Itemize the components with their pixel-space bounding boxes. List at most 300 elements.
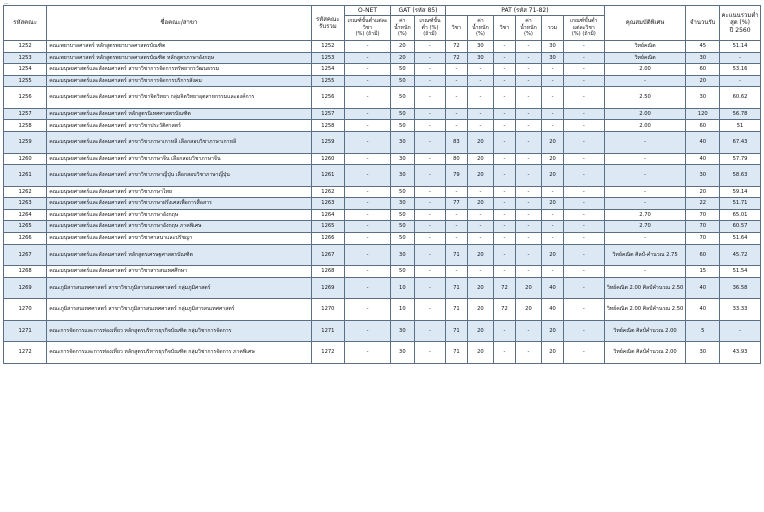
cell-score: 51.64 — [720, 233, 761, 245]
cell-code: 1260 — [4, 153, 47, 165]
cell-score: 51.71 — [720, 198, 761, 210]
cell-s2: - — [494, 320, 516, 342]
cell-score: 51.14 — [720, 41, 761, 53]
cell-pmin: - — [563, 132, 604, 154]
cell-w1: 20 — [467, 342, 493, 364]
header-min-score: คะแนนรวมต่ำสุด (%) ปี 2560 — [720, 6, 761, 41]
cell-seats: 22 — [686, 198, 720, 210]
cell-onet: - — [345, 41, 391, 53]
cell-pmin: - — [563, 41, 604, 53]
cell-name: คณะมนุษยศาสตร์และสังคมศาสตร์ สาขาวิชาการจัดการทรัพยากรวัฒนธรรม — [47, 64, 311, 76]
cell-s2: - — [494, 233, 516, 245]
cell-total: 40 — [542, 299, 564, 321]
cell-qual: - — [604, 233, 686, 245]
cell-s1: 72 — [446, 41, 468, 53]
cell-prog: 1254 — [311, 64, 345, 76]
cell-prog: 1253 — [311, 52, 345, 64]
cell-s2: - — [494, 108, 516, 120]
cell-onet: - — [345, 132, 391, 154]
admission-table — [3, 5, 761, 364]
cell-s2: - — [494, 41, 516, 53]
cell-s2: - — [494, 132, 516, 154]
cell-code: 1269 — [4, 277, 47, 299]
cell-name: คณะมนุษยศาสตร์และสังคมศาสตร์ หลักสูตรนิเทศศาสตรบัณฑิต — [47, 108, 311, 120]
cell-onet: - — [345, 52, 391, 64]
cell-gat: 30 — [390, 342, 414, 364]
cell-prog: 1271 — [311, 320, 345, 342]
table-row — [4, 244, 761, 266]
cell-seats: 5 — [686, 320, 720, 342]
cell-seats: 40 — [686, 153, 720, 165]
cell-total: 20 — [542, 165, 564, 187]
cell-s1: - — [446, 108, 468, 120]
cell-pmin: - — [563, 198, 604, 210]
cell-total: - — [542, 209, 564, 221]
cell-gat: 50 — [390, 209, 414, 221]
cell-score: - — [720, 75, 761, 87]
table-row — [4, 233, 761, 245]
cell-w1: 30 — [467, 41, 493, 53]
cell-seats: 40 — [686, 132, 720, 154]
cell-gat: 30 — [390, 244, 414, 266]
cell-pmin: - — [563, 320, 604, 342]
header-pat-weight-1: ค่า น้ำหนัก (%) — [467, 16, 493, 41]
header-onet: O-NET — [345, 6, 391, 16]
cell-w2: - — [515, 75, 541, 87]
cell-code: 1271 — [4, 320, 47, 342]
header-gat-weight: ค่า น้ำหนัก (%) — [390, 16, 414, 41]
cell-gat_min: - — [414, 75, 445, 87]
cell-seats: 20 — [686, 186, 720, 198]
cell-name: คณะมนุษยศาสตร์และสังคมศาสตร์ สาขาวิชาประวัติศาสตร์ — [47, 120, 311, 132]
cell-w1: 20 — [467, 299, 493, 321]
cell-name: คณะมนุษยศาสตร์และสังคมศาสตร์ สาขาวิชาภาษาเกาหลี เลือกสอบวิชาภาษาเกาหลี — [47, 132, 311, 154]
cell-gat: 30 — [390, 132, 414, 154]
cell-gat_min: - — [414, 266, 445, 278]
cell-score: 57.79 — [720, 153, 761, 165]
cell-seats: 20 — [686, 75, 720, 87]
cell-onet: - — [345, 186, 391, 198]
cell-prog: 1255 — [311, 75, 345, 87]
cell-onet: - — [345, 153, 391, 165]
cell-s1: - — [446, 266, 468, 278]
cell-code: 1255 — [4, 75, 47, 87]
cell-pmin: - — [563, 244, 604, 266]
cell-prog: 1264 — [311, 209, 345, 221]
cell-total: - — [542, 233, 564, 245]
header-qualifications: คุณสมบัติพิเศษ — [604, 6, 686, 41]
cell-name: คณะมนุษยศาสตร์และสังคมศาสตร์ สาขาวิชาภาษาจีน เลือกสอบวิชาภาษาจีน — [47, 153, 311, 165]
cell-onet: - — [345, 299, 391, 321]
cell-w2: - — [515, 108, 541, 120]
header-pat-subject-1: วิชา — [446, 16, 468, 41]
cell-pmin: - — [563, 64, 604, 76]
cell-pmin: - — [563, 186, 604, 198]
cell-onet: - — [345, 165, 391, 187]
cell-qual: 2.50 — [604, 87, 686, 109]
cell-onet: - — [345, 75, 391, 87]
cell-pmin: - — [563, 108, 604, 120]
table-row — [4, 221, 761, 233]
cell-s1: 83 — [446, 132, 468, 154]
cell-total: 20 — [542, 153, 564, 165]
cell-gat: 50 — [390, 120, 414, 132]
table-row — [4, 165, 761, 187]
cell-w1: - — [467, 108, 493, 120]
table-row — [4, 186, 761, 198]
cell-seats: 40 — [686, 277, 720, 299]
cell-score: 59.14 — [720, 186, 761, 198]
cell-seats: 30 — [686, 52, 720, 64]
cell-onet: - — [345, 221, 391, 233]
cell-s1: 77 — [446, 198, 468, 210]
cell-seats: 40 — [686, 299, 720, 321]
cell-prog: 1257 — [311, 108, 345, 120]
cell-w1: 20 — [467, 132, 493, 154]
table-body — [4, 41, 761, 364]
cell-gat: 50 — [390, 233, 414, 245]
cell-s2: - — [494, 221, 516, 233]
cell-code: 1263 — [4, 198, 47, 210]
cell-total: - — [542, 87, 564, 109]
header-pat: PAT (รหัส 71-82) — [446, 6, 605, 16]
header-seats: จำนวนรับ — [686, 6, 720, 41]
cell-s1: - — [446, 209, 468, 221]
cell-score: 36.58 — [720, 277, 761, 299]
cell-onet: - — [345, 87, 391, 109]
cell-pmin: - — [563, 342, 604, 364]
cell-name: คณะมนุษยศาสตร์และสังคมศาสตร์ สาขาวิชาภาษาอังกฤษ — [47, 209, 311, 221]
cell-gat_min: - — [414, 153, 445, 165]
cell-s2: - — [494, 342, 516, 364]
cell-seats: 60 — [686, 244, 720, 266]
cell-prog: 1268 — [311, 266, 345, 278]
cell-onet: - — [345, 64, 391, 76]
cell-s2: - — [494, 75, 516, 87]
cell-s2: 72 — [494, 277, 516, 299]
cell-s1: - — [446, 221, 468, 233]
cell-gat_min: - — [414, 198, 445, 210]
cell-s1: 71 — [446, 277, 468, 299]
cell-total: 20 — [542, 244, 564, 266]
cell-s1: 71 — [446, 244, 468, 266]
table-row — [4, 209, 761, 221]
cell-s2: - — [494, 165, 516, 187]
cell-s1: - — [446, 87, 468, 109]
cell-prog: 1256 — [311, 87, 345, 109]
cell-gat_min: - — [414, 165, 445, 187]
cell-qual: วิทย์คณิต 2.00 ศิลป์คำนวณ 2.50 — [604, 299, 686, 321]
cell-total: - — [542, 64, 564, 76]
cell-qual: วิทย์คณิต — [604, 41, 686, 53]
cell-qual: - — [604, 75, 686, 87]
table-row — [4, 64, 761, 76]
cell-w2: - — [515, 186, 541, 198]
cell-prog: 1265 — [311, 221, 345, 233]
cell-gat_min: - — [414, 320, 445, 342]
table-row — [4, 52, 761, 64]
cell-gat: 10 — [390, 277, 414, 299]
cell-w2: - — [515, 132, 541, 154]
header-pat-subject-2: วิชา — [494, 16, 516, 41]
cell-gat: 30 — [390, 165, 414, 187]
cell-score: 51 — [720, 120, 761, 132]
cell-s2: - — [494, 209, 516, 221]
cell-total: - — [542, 186, 564, 198]
cell-w1: 20 — [467, 244, 493, 266]
table-row — [4, 198, 761, 210]
cell-code: 1272 — [4, 342, 47, 364]
cell-name: คณะมนุษยศาสตร์และสังคมศาสตร์ สาขาวิชาภาษาญี่ปุ่น เลือกสอบวิชาภาษาญี่ปุ่น — [47, 165, 311, 187]
cell-s2: - — [494, 244, 516, 266]
table-header — [4, 6, 761, 41]
cell-prog: 1272 — [311, 342, 345, 364]
cell-code: 1265 — [4, 221, 47, 233]
header-faculty-name: ชื่อคณะ/สาขา — [47, 6, 311, 41]
cell-score: 53.16 — [720, 64, 761, 76]
cell-gat: 20 — [390, 52, 414, 64]
header-gat: GAT (รหัส 85) — [390, 6, 445, 16]
cell-w1: - — [467, 120, 493, 132]
cell-total: - — [542, 75, 564, 87]
cell-total: 20 — [542, 342, 564, 364]
header-program-code: รหัสคณะ รับรวม — [311, 6, 345, 41]
header-onet-min: เกณฑ์ขั้นต่ำแต่ละวิชา (%) (ถ้ามี) — [345, 16, 391, 41]
cell-seats: 30 — [686, 87, 720, 109]
cell-name: คณะมนุษยศาสตร์และสังคมศาสตร์ สาขาวิชาศาสนาและปรัชญา — [47, 233, 311, 245]
cell-w1: 20 — [467, 153, 493, 165]
cell-prog: 1259 — [311, 132, 345, 154]
table-row — [4, 41, 761, 53]
cell-name: คณะภูมิสารสนเทศศาสตร์ สาขาวิชาภูมิสารสนเทศศาสตร์ กลุ่มภูมิสารสนเทศศาสตร์ — [47, 299, 311, 321]
table-row — [4, 299, 761, 321]
cell-w2: 20 — [515, 277, 541, 299]
cell-name: คณะภูมิสารสนเทศศาสตร์ สาขาวิชาภูมิสารสนเทศศาสตร์ กลุ่มภูมิศาสตร์ — [47, 277, 311, 299]
cell-gat_min: - — [414, 233, 445, 245]
cell-onet: - — [345, 266, 391, 278]
cell-name: คณะมนุษยศาสตร์และสังคมศาสตร์ สาขาวิชาภาษาอังกฤษ ภาคพิเศษ — [47, 221, 311, 233]
cell-pmin: - — [563, 52, 604, 64]
cell-w2: - — [515, 198, 541, 210]
cell-w2: - — [515, 266, 541, 278]
cell-w2: - — [515, 221, 541, 233]
cell-w2: - — [515, 120, 541, 132]
cell-pmin: - — [563, 153, 604, 165]
cell-gat_min: - — [414, 41, 445, 53]
cell-seats: 70 — [686, 221, 720, 233]
cell-pmin: - — [563, 120, 604, 132]
cell-name: คณะมนุษยศาสตร์และสังคมศาสตร์ สาขาวิชาภาษาฝรั่งเศสเพื่อการสื่อสาร — [47, 198, 311, 210]
header-faculty-code: รหัสคณะ — [4, 6, 47, 41]
table-row — [4, 277, 761, 299]
cell-qual: - — [604, 165, 686, 187]
cell-s1: - — [446, 64, 468, 76]
cell-pmin: - — [563, 233, 604, 245]
cell-w2: 20 — [515, 299, 541, 321]
cell-gat: 20 — [390, 41, 414, 53]
cell-name: คณะมนุษยศาสตร์และสังคมศาสตร์ สาขาวิชาสารสนเทศศึกษา — [47, 266, 311, 278]
cell-code: 1268 — [4, 266, 47, 278]
cell-s1: - — [446, 186, 468, 198]
cell-total: - — [542, 108, 564, 120]
cell-score: 45.72 — [720, 244, 761, 266]
cell-qual: - — [604, 132, 686, 154]
cell-gat_min: - — [414, 87, 445, 109]
table-row — [4, 75, 761, 87]
cell-qual: 2.70 — [604, 209, 686, 221]
cell-gat: 30 — [390, 198, 414, 210]
cell-s2: - — [494, 52, 516, 64]
cell-prog: 1261 — [311, 165, 345, 187]
cell-gat_min: - — [414, 277, 445, 299]
cell-onet: - — [345, 342, 391, 364]
cell-s2: - — [494, 153, 516, 165]
cell-total: - — [542, 221, 564, 233]
cell-prog: 1258 — [311, 120, 345, 132]
cell-code: 1266 — [4, 233, 47, 245]
cell-gat: 50 — [390, 186, 414, 198]
cell-w1: - — [467, 64, 493, 76]
cell-code: 1256 — [4, 87, 47, 109]
cell-code: 1264 — [4, 209, 47, 221]
cell-w1: - — [467, 87, 493, 109]
cell-score: 65.01 — [720, 209, 761, 221]
cell-gat: 30 — [390, 320, 414, 342]
cell-s1: 71 — [446, 342, 468, 364]
cell-pmin: - — [563, 221, 604, 233]
cell-score: 51.54 — [720, 266, 761, 278]
cell-total: 30 — [542, 41, 564, 53]
cell-w2: - — [515, 64, 541, 76]
cell-s1: 80 — [446, 153, 468, 165]
cell-prog: 1270 — [311, 299, 345, 321]
cell-pmin: - — [563, 277, 604, 299]
cell-w1: - — [467, 233, 493, 245]
cell-score: 60.57 — [720, 221, 761, 233]
cell-qual: 2.00 — [604, 108, 686, 120]
cell-code: 1254 — [4, 64, 47, 76]
cell-gat_min: - — [414, 209, 445, 221]
header-pat-total: รวม — [542, 16, 564, 41]
cell-gat: 50 — [390, 87, 414, 109]
cell-qual: วิทย์คณิต — [604, 52, 686, 64]
cell-onet: - — [345, 244, 391, 266]
cell-qual: วิทย์คณิต ศิลป์-คำนวณ 2.75 — [604, 244, 686, 266]
cell-w2: - — [515, 41, 541, 53]
cell-seats: 60 — [686, 64, 720, 76]
cell-w2: - — [515, 233, 541, 245]
cell-pmin: - — [563, 209, 604, 221]
cell-w1: 20 — [467, 277, 493, 299]
cell-qual: วิทย์คณิต ศิลป์คำนวณ 2.00 — [604, 320, 686, 342]
cell-qual: วิทย์คณิต ศิลป์คำนวณ 2.00 — [604, 342, 686, 364]
cell-gat_min: - — [414, 342, 445, 364]
table-row — [4, 342, 761, 364]
cell-s1: - — [446, 120, 468, 132]
cell-gat: 50 — [390, 221, 414, 233]
cell-total: 20 — [542, 198, 564, 210]
cell-w1: - — [467, 75, 493, 87]
cell-total: - — [542, 266, 564, 278]
cell-code: 1262 — [4, 186, 47, 198]
cell-w1: 20 — [467, 165, 493, 187]
cell-gat_min: - — [414, 108, 445, 120]
cell-score: 56.78 — [720, 108, 761, 120]
cell-s1: - — [446, 75, 468, 87]
cell-pmin: - — [563, 87, 604, 109]
header-pat-min: เกณฑ์ขั้นต่ำ แต่ละวิชา (%) (ถ้ามี) — [563, 16, 604, 41]
cell-onet: - — [345, 320, 391, 342]
cell-onet: - — [345, 277, 391, 299]
cell-s2: - — [494, 64, 516, 76]
cell-onet: - — [345, 120, 391, 132]
cell-total: 30 — [542, 52, 564, 64]
cell-name: คณะการจัดการและการท่องเที่ยว หลักสูตรบริหารธุรกิจบัณฑิต กลุ่มวิชาการจัดการ — [47, 320, 311, 342]
cell-prog: 1262 — [311, 186, 345, 198]
cell-name: คณะมนุษยศาสตร์และสังคมศาสตร์ สาขาวิชาการจัดการบริการสังคม — [47, 75, 311, 87]
cell-pmin: - — [563, 299, 604, 321]
cell-w2: - — [515, 165, 541, 187]
cell-score: 33.33 — [720, 299, 761, 321]
cell-code: 1259 — [4, 132, 47, 154]
cell-seats: 120 — [686, 108, 720, 120]
cell-prog: 1267 — [311, 244, 345, 266]
cell-s1: 71 — [446, 299, 468, 321]
cell-gat: 50 — [390, 108, 414, 120]
cell-score: 60.62 — [720, 87, 761, 109]
cell-seats: 60 — [686, 120, 720, 132]
cell-w1: - — [467, 209, 493, 221]
cell-code: 1253 — [4, 52, 47, 64]
cell-code: 1252 — [4, 41, 47, 53]
cell-seats: 30 — [686, 165, 720, 187]
cell-w2: - — [515, 87, 541, 109]
cell-w2: - — [515, 209, 541, 221]
table-row — [4, 266, 761, 278]
cell-qual: วิทย์คณิต 2.00 ศิลป์คำนวณ 2.50 — [604, 277, 686, 299]
cell-name: คณะมนุษยศาสตร์และสังคมศาสตร์ สาขาวิชาภาษาไทย — [47, 186, 311, 198]
cell-score: 43.93 — [720, 342, 761, 364]
cell-s1: 71 — [446, 320, 468, 342]
cell-total: - — [542, 120, 564, 132]
cell-s1: 79 — [446, 165, 468, 187]
cell-name: คณะพยาบาลศาสตร์ หลักสูตรพยาบาลศาสตรบัณฑิต หลักสูตรภาษาอังกฤษ — [47, 52, 311, 64]
cell-qual: - — [604, 153, 686, 165]
cell-w1: 20 — [467, 198, 493, 210]
cell-code: 1258 — [4, 120, 47, 132]
cell-onet: - — [345, 198, 391, 210]
cell-code: 1270 — [4, 299, 47, 321]
cell-total: 20 — [542, 320, 564, 342]
cell-pmin: - — [563, 266, 604, 278]
cell-gat_min: - — [414, 299, 445, 321]
cell-gat_min: - — [414, 244, 445, 266]
cell-prog: 1266 — [311, 233, 345, 245]
cell-total: 40 — [542, 277, 564, 299]
table-row — [4, 153, 761, 165]
cell-qual: 2.00 — [604, 64, 686, 76]
cell-prog: 1269 — [311, 277, 345, 299]
cell-qual: 2.70 — [604, 221, 686, 233]
cell-score: 58.63 — [720, 165, 761, 187]
cell-w1: 20 — [467, 320, 493, 342]
cell-gat_min: - — [414, 64, 445, 76]
cell-onet: - — [345, 108, 391, 120]
cell-gat_min: - — [414, 132, 445, 154]
cell-prog: 1260 — [311, 153, 345, 165]
table-row — [4, 87, 761, 109]
cell-qual: - — [604, 266, 686, 278]
